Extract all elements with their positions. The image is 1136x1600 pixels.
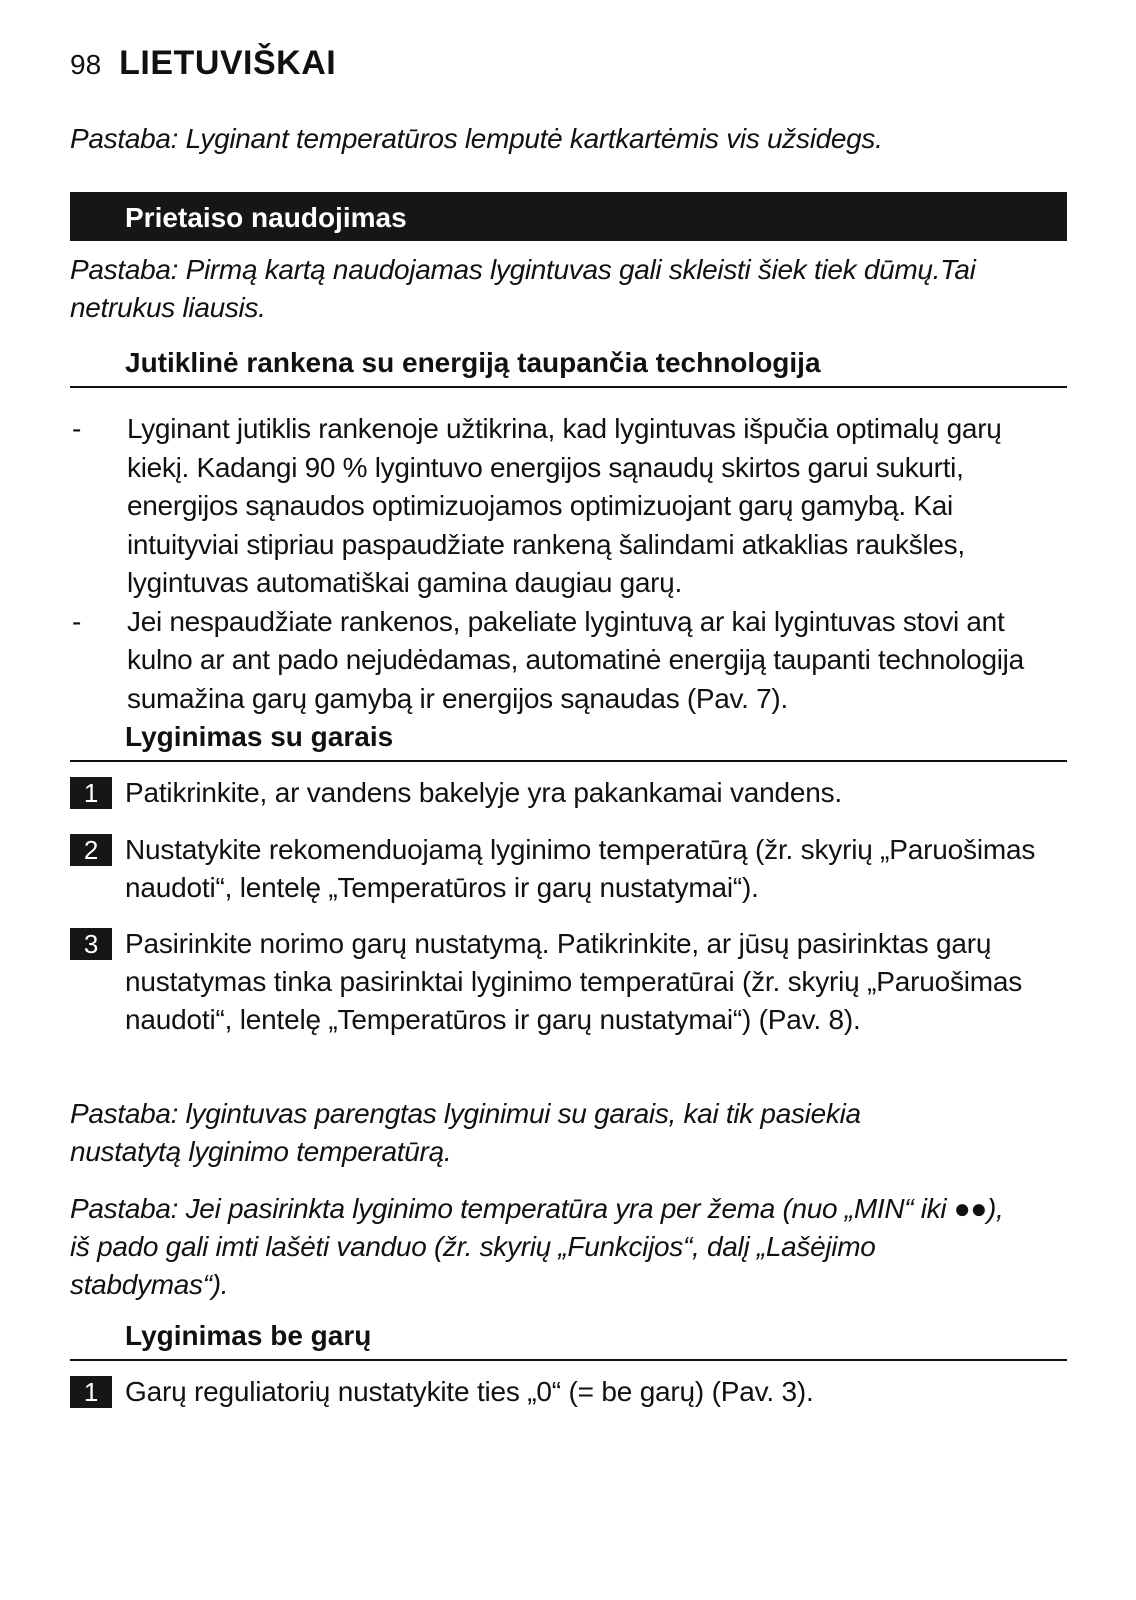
step-text: Garų reguliatorių nustatykite ties „0“ (= be garų) (Pav. 3). <box>125 1376 814 1407</box>
steam-step-2 <box>70 831 1067 907</box>
bullet-dash: - <box>72 605 82 637</box>
note-first-use: Pastaba: Pirmą kartą naudojamas lygintuvas gali skleisti šiek tiek dūmų.Tai netrukus liausis. <box>70 254 976 323</box>
step-number-badge: 3 <box>70 928 112 960</box>
dry-step-1 <box>70 1373 1067 1411</box>
note-low-temperature: Pastaba: Jei pasirinkta lyginimo temperatūra yra per žema (nuo „MIN“ iki ●●), iš pado gali imti lašėti vanduo (žr. skyrių „Funkcijos“, dalį „Lašėjimo stabdymas“). <box>70 1193 1004 1300</box>
bullet-text: Jei nespaudžiate rankenos, pakeliate lygintuvą ar kai lygintuvas stovi ant kulno ar ant pado nejudėdamas, automatinė energiją taupanti technologija sumažina garų gamybą ir energijos sąnaudas (Pav. 7). <box>127 605 1024 714</box>
subheading-sensor-handle: Jutiklinė rankena su energiją taupančia technologija <box>70 342 1067 388</box>
bullet-text: Lyginant jutiklis rankenoje užtikrina, kad lygintuvas išpučia optimalų garų kiekį. Kadangi 90 % lygintuvo energijos sąnaudų skirtos garui sukurti, energijos sąnaudos optimizuojamos optimizuojant garų gamybą. Kai intuityviai stipriau paspaudžiate rankeną šalindami atkaklias raukšles, lygintuvas automatiškai gamina daugiau garų. <box>127 413 1002 598</box>
sensor-bullet-list <box>70 410 1067 718</box>
steam-step-1 <box>70 774 1067 812</box>
subheading-dry-ironing: Lyginimas be garų <box>70 1315 1067 1361</box>
step-number-badge: 1 <box>70 777 112 809</box>
step-text: Pasirinkite norimo garų nustatymą. Patikrinkite, ar jūsų pasirinktas garų nustatymas tinka pasirinktai lyginimo temperatūrai (žr. skyrių „Paruošimas naudoti“, lentelę „Temperatūros ir garų nustatymai“) (Pav. 8). <box>125 928 1023 1035</box>
list-item <box>70 603 1067 719</box>
step-text: Nustatykite rekomenduojamą lyginimo temperatūrą (žr. skyrių „Paruošimas naudoti“, lentelę „Temperatūros ir garų nustatymai“). <box>125 834 1036 903</box>
steam-step-3 <box>70 925 1067 1039</box>
page-header <box>70 44 336 83</box>
step-text: Patikrinkite, ar vandens bakelyje yra pakankamai vandens. <box>125 777 842 808</box>
language-title: LIETUVIŠKAI <box>119 44 337 82</box>
list-item <box>70 410 1067 603</box>
page-number: 98 <box>70 49 102 80</box>
section-title-bar: Prietaiso naudojimas <box>70 192 1067 241</box>
note-temperature-light: Pastaba: Lyginant temperatūros lemputė kartkartėmis vis užsidegs. <box>70 123 883 154</box>
note-steam-ready: Pastaba: lygintuvas parengtas lyginimui su garais, kai tik pasiekia nustatytą lyginimo temperatūrą. <box>70 1098 861 1167</box>
bullet-dash: - <box>72 413 82 444</box>
step-number-badge: 1 <box>70 1376 112 1408</box>
step-number-badge: 2 <box>70 834 112 866</box>
subheading-steam-ironing: Lyginimas su garais <box>70 716 1067 762</box>
